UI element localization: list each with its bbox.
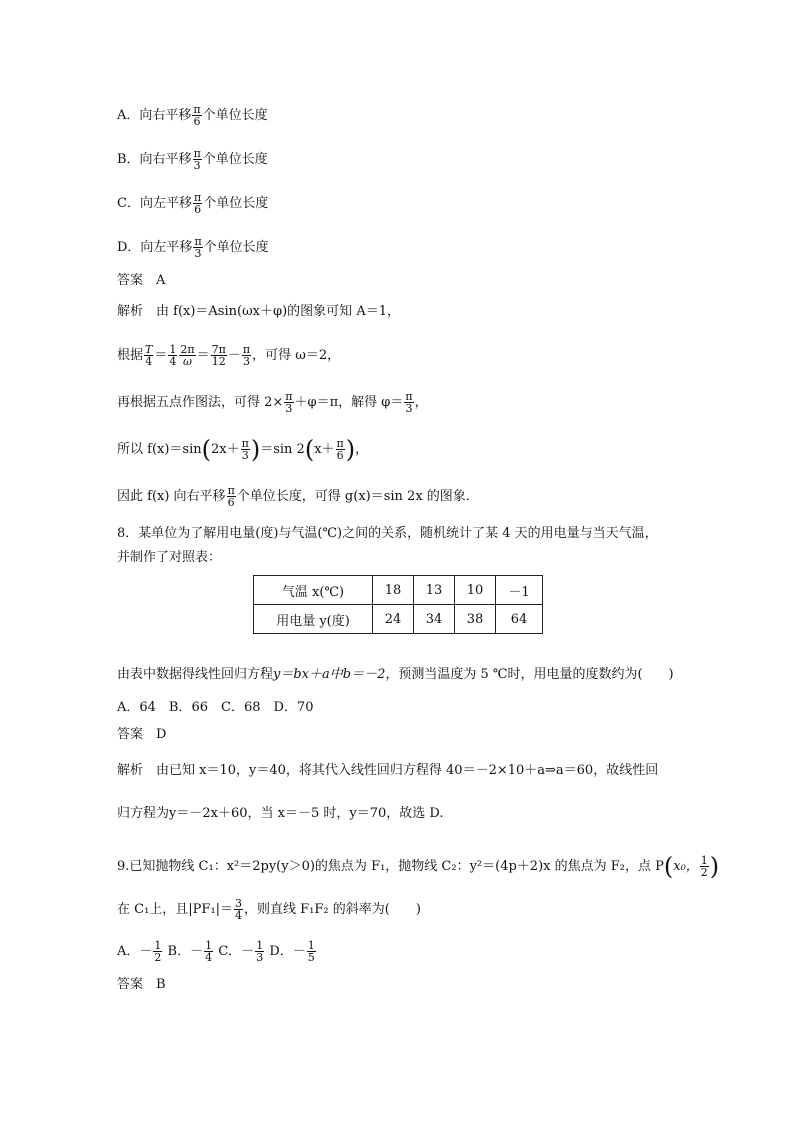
q9-option-d: D．－ $\frac{1}{5}$ <box>269 939 315 964</box>
q7-option-b: B．向右平移 $\frac{\pi}{3}$ 个单位长度 <box>117 147 268 172</box>
table-cell: 64 <box>496 605 543 634</box>
q7-analysis-line-1: 解析 由 f(x)＝Asin(ωx＋φ)的图象可知 A＝1， <box>117 304 400 319</box>
q9-option-b: B．－ $\frac{1}{4}$ <box>167 939 213 964</box>
table-cell: －1 <box>496 576 543 605</box>
q7-option-d: D．向左平移 $\frac{\pi}{3}$ 个单位长度 <box>117 235 269 260</box>
q7-analysis-line-3: 再根据五点作图法，可得 2× $\frac{\pi}{3}$ ＋φ＝π，解得 φ＝ $\frac{\pi}{3}$ ， <box>117 390 428 415</box>
table-cell: 24 <box>373 605 414 634</box>
q8-options: A．64 B．66 C．68 D．70 <box>117 700 314 715</box>
q8-stem-line-2: 并制作了对照表： <box>117 550 222 565</box>
q9-stem-line-2: 在 C₁上，且|PF₁|＝ $\frac{3}{4}$ ，则直线 F₁F₂ 的斜率为( ) <box>117 897 421 922</box>
table-row-header: 气温 x(℃) <box>254 576 373 605</box>
q8-answer: 答案 D <box>117 727 167 742</box>
table-row <box>254 576 543 605</box>
q8-question: 由表中数据得线性回归方程y＝bx＋a中b＝－2，预测当温度为 5 ℃时，用电量的度数约为( ) <box>117 667 674 682</box>
q9-stem-line-1: 9.已知抛物线 C₁：x²＝2py(y＞0)的焦点为 F₁，抛物线 C₂：y²＝(4p＋2)x 的焦点为 F₂，点 P(x₀， $\frac{1}{2}$ ) <box>117 852 720 881</box>
q8-stem-line-1: 8．某单位为了解用电量(度)与气温(℃)之间的关系，随机统计了某 4 天的用电量与当天气温， <box>117 526 658 541</box>
q9-answer: 答案 B <box>117 977 166 992</box>
table-cell: 38 <box>455 605 496 634</box>
q8-analysis-line-2: 归方程为y＝－2x＋60，当 x＝－5 时，y＝70，故选 D. <box>117 806 444 821</box>
table-cell: 10 <box>455 576 496 605</box>
q7-option-c: C．向左平移 $\frac{\pi}{6}$ 个单位长度 <box>117 191 269 216</box>
q7-answer: 答案 A <box>117 273 166 288</box>
table-cell: 13 <box>414 576 455 605</box>
table-cell: 34 <box>414 605 455 634</box>
q7-analysis-line-2: 根据 $\frac{T}{4}$ ＝ $\frac{1}{4}$ $\frac{2\pi}{\omega}$ ＝ $\frac{7\pi}{12}$ － $\frac{\pi}{3}$ ，可得 ω＝2， <box>117 343 341 368</box>
q7-analysis-line-5: 因此 f(x) 向右平移 $\frac{\pi}{6}$ 个单位长度，可得 g(x)＝sin 2x 的图象． <box>117 484 479 509</box>
table-row <box>254 605 543 634</box>
q8-analysis-line-1: 解析 由已知 x＝10，y＝40，将其代入线性回归方程得 40＝－2×10＋a⇒a＝60，故线性回 <box>117 763 659 778</box>
q7-analysis-line-4: 所以 f(x)＝sin(2x＋ $\frac{\pi}{3}$ )＝sin 2(x＋ $\frac{\pi}{6}$ )， <box>117 435 369 464</box>
q7-option-a: A．向右平移 $\frac{\pi}{6}$ 个单位长度 <box>117 103 268 128</box>
q9-option-a: A．－ $\frac{1}{2}$ <box>117 939 162 964</box>
q9-options <box>117 940 317 963</box>
q8-data-table <box>253 575 543 634</box>
table-row-header: 用电量 y(度) <box>254 605 373 634</box>
table-cell: 18 <box>373 576 414 605</box>
q9-option-c: C．－ $\frac{1}{3}$ <box>218 939 264 964</box>
